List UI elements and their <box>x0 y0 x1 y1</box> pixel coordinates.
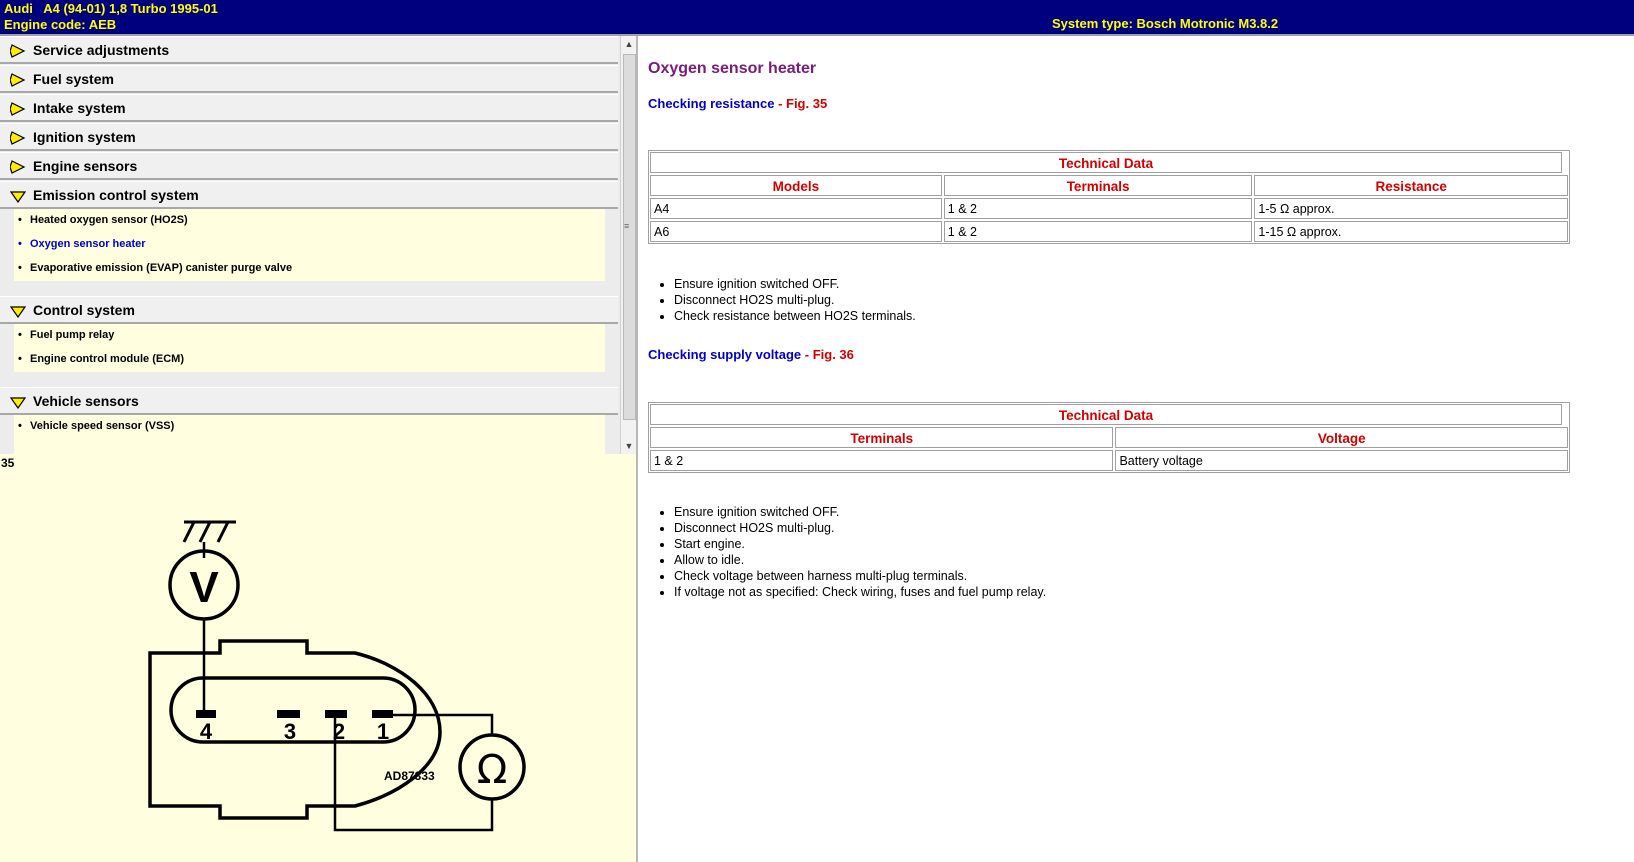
pin-label-3: 3 <box>283 719 297 744</box>
control-system-items <box>14 324 605 372</box>
vehicle-title <box>4 1 218 16</box>
pin-label-2: 2 <box>332 719 346 744</box>
list-item: • Ensure ignition switched OFF. <box>674 276 916 292</box>
nav-item-evap-canister-purge-valve[interactable]: • Evaporative emission (EVAP) canister purge valve <box>30 262 292 274</box>
table-cell: 1 & 2 <box>650 450 1113 471</box>
vehicle-sensors-items <box>14 415 605 454</box>
nav-section-service-adjustments[interactable] <box>0 36 618 64</box>
section-title: Checking resistance <box>648 96 775 111</box>
table-row <box>650 221 1568 242</box>
nav-section-label: Fuel system <box>33 71 114 87</box>
collapsed-arrow-icon <box>10 131 26 145</box>
nav-section-control-system[interactable] <box>0 296 618 324</box>
nav-section-intake-system[interactable] <box>0 94 618 122</box>
nav-section-label: Service adjustments <box>33 42 170 58</box>
list-item: • Disconnect HO2S multi-plug. <box>674 292 916 308</box>
nav-section-label: Control system <box>33 302 135 318</box>
figure-pane <box>0 454 636 862</box>
table-cell: 1 & 2 <box>944 221 1253 242</box>
table-cell: 1 & 2 <box>944 198 1253 219</box>
navigation-pane <box>0 36 620 454</box>
instruction-list-voltage <box>652 504 1046 600</box>
nav-section-label: Emission control system <box>33 187 199 203</box>
nav-section-label: Vehicle sensors <box>33 393 139 409</box>
list-item: • Allow to idle. <box>674 552 1046 568</box>
nav-item-engine-control-module[interactable]: • Engine control module (ECM) <box>30 353 184 365</box>
pin-label-1: 1 <box>376 719 390 744</box>
list-item: • Check voltage between harness multi-plug terminals. <box>674 568 1046 584</box>
table-caption: Technical Data <box>650 404 1562 425</box>
nav-section-label: Engine sensors <box>33 158 138 174</box>
system-type: System type: Bosch Motronic M3.8.2 <box>1052 16 1279 31</box>
vehicle-make: Audi <box>4 1 33 16</box>
collapsed-arrow-icon <box>10 160 26 174</box>
table-header: Terminals <box>650 427 1113 448</box>
expanded-arrow-icon <box>10 189 26 203</box>
pin-label-4: 4 <box>199 719 213 744</box>
scroll-down-arrow-icon[interactable]: ▼ <box>624 441 634 451</box>
scroll-up-arrow-icon[interactable]: ▲ <box>624 39 634 49</box>
scrollbar-grip-icon: ≡ <box>624 221 630 231</box>
page-title: Oxygen sensor heater <box>648 60 817 77</box>
scrollbar-thumb[interactable] <box>623 54 636 420</box>
voltmeter-symbol: V <box>189 563 219 612</box>
pin-2 <box>325 710 347 718</box>
collapsed-arrow-icon <box>10 44 26 58</box>
list-item: • Ensure ignition switched OFF. <box>674 504 1046 520</box>
nav-scrollbar[interactable] <box>620 36 637 454</box>
nav-section-vehicle-sensors[interactable] <box>0 387 618 415</box>
pin-4 <box>196 710 216 718</box>
table-row <box>650 450 1568 471</box>
technical-data-table-resistance <box>648 150 1570 244</box>
figure-link[interactable]: - Fig. 36 <box>801 347 854 362</box>
table-header: Voltage <box>1115 427 1568 448</box>
collapsed-arrow-icon <box>10 73 26 87</box>
vehicle-model: A4 (94-01) 1,8 Turbo 1995-01 <box>43 1 218 16</box>
nav-item-fuel-pump-relay[interactable]: • Fuel pump relay <box>30 329 114 341</box>
expanded-arrow-icon <box>10 304 26 318</box>
engine-code: Engine code: AEB <box>4 17 117 32</box>
ohmmeter-symbol: Ω <box>476 747 508 793</box>
pin-3 <box>277 710 300 718</box>
table-cell: 1-15 Ω approx. <box>1254 221 1568 242</box>
list-item: • Check resistance between HO2S terminals. <box>674 308 916 324</box>
list-item: • If voltage not as specified: Check wiring, fuses and fuel pump relay. <box>674 584 1046 600</box>
nav-section-ignition-system[interactable] <box>0 123 618 151</box>
figure-number: 35 <box>1 456 15 470</box>
table-cell: A6 <box>650 221 942 242</box>
nav-item-oxygen-sensor-heater[interactable]: • Oxygen sensor heater <box>30 238 146 250</box>
figure-link[interactable]: - Fig. 35 <box>774 96 828 111</box>
nav-section-label: Intake system <box>33 100 126 116</box>
nav-section-emission-control-system[interactable] <box>0 181 618 209</box>
table-cell: Battery voltage <box>1115 450 1568 471</box>
collapsed-arrow-icon <box>10 102 26 116</box>
expanded-arrow-icon <box>10 395 26 409</box>
list-item: • Disconnect HO2S multi-plug. <box>674 520 1046 536</box>
list-item: • Start engine. <box>674 536 1046 552</box>
nav-section-label: Ignition system <box>33 129 136 145</box>
table-cell: 1-5 Ω approx. <box>1254 198 1568 219</box>
content-pane <box>638 36 1634 862</box>
nav-section-fuel-system[interactable] <box>0 65 618 93</box>
ground-symbol <box>184 522 236 542</box>
wiring-diagram <box>0 454 636 862</box>
instruction-list-resistance <box>652 276 916 324</box>
section-title: Checking supply voltage <box>648 347 802 362</box>
table-row <box>650 198 1568 219</box>
nav-item-heated-oxygen-sensor[interactable]: • Heated oxygen sensor (HO2S) <box>30 214 188 226</box>
table-caption: Technical Data <box>650 152 1562 173</box>
table-cell: A4 <box>650 198 942 219</box>
nav-item-vehicle-speed-sensor[interactable]: • Vehicle speed sensor (VSS) <box>30 420 174 432</box>
technical-data-table-voltage <box>648 402 1570 473</box>
emission-control-items <box>14 209 605 281</box>
figure-code: AD87333 <box>384 769 435 783</box>
nav-section-engine-sensors[interactable] <box>0 152 618 180</box>
table-header: Resistance <box>1254 175 1568 196</box>
table-header: Terminals <box>944 175 1253 196</box>
table-header: Models <box>650 175 942 196</box>
section-checking-resistance-heading <box>648 96 827 111</box>
title-bar <box>0 0 1634 34</box>
section-checking-supply-voltage-heading <box>648 347 854 362</box>
